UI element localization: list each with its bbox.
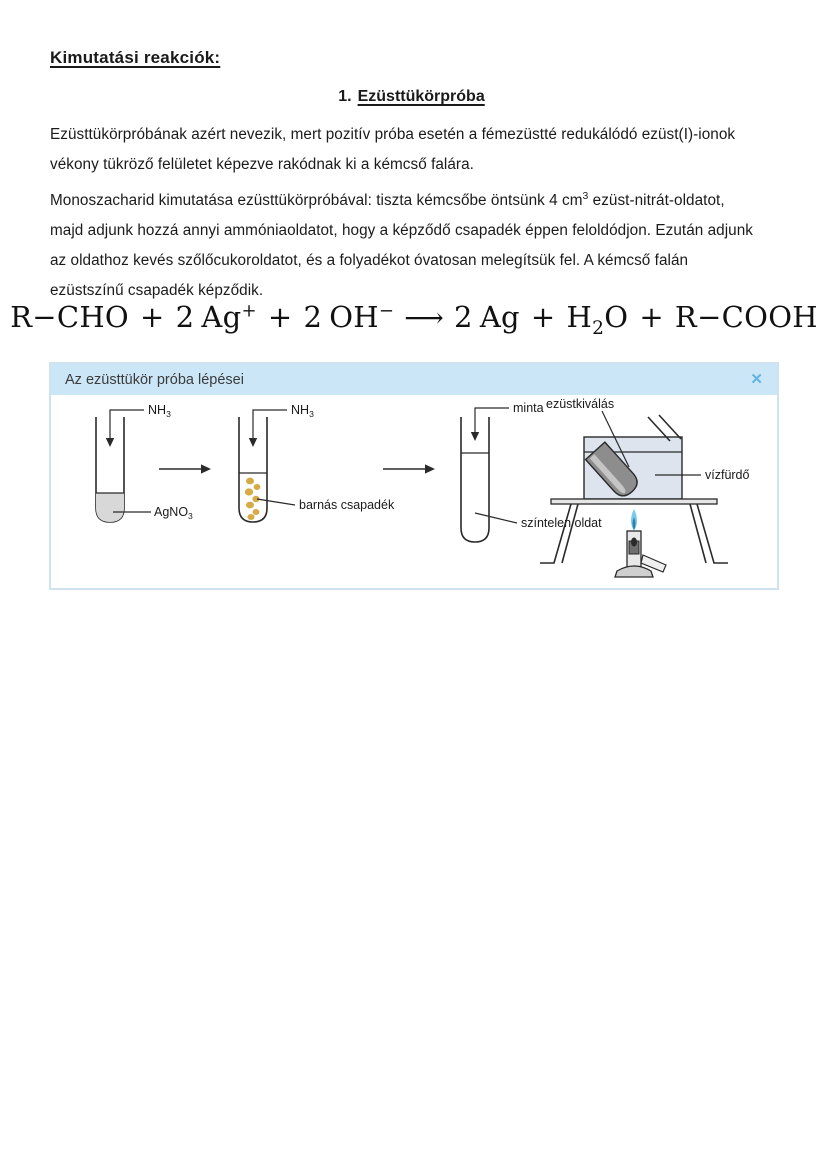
diagram-step-3 <box>461 401 602 542</box>
equation-product-silver: Ag <box>479 300 520 334</box>
equation-species-silver-ion: Ag <box>201 300 242 334</box>
figure-panel <box>49 362 779 590</box>
test-tube-1-liquid <box>96 493 124 522</box>
equation-hydrogen-subscript: 2 <box>592 317 605 339</box>
equation-bond-1: − <box>32 300 57 334</box>
equation-product-oxygen: O <box>604 300 629 334</box>
label-szintelen-oldat: színtelen oldat <box>521 516 602 530</box>
process-arrow-2 <box>383 464 435 473</box>
nh3-arrowhead-2 <box>249 438 257 447</box>
paragraph-procedure <box>50 186 758 306</box>
section-heading <box>0 88 828 106</box>
close-icon[interactable]: ✕ <box>750 371 763 388</box>
diagram-step-1 <box>96 403 193 522</box>
figure-panel-body <box>51 395 777 588</box>
label-vizfurdo: vízfürdő <box>705 468 750 482</box>
nh3-arrowhead-1 <box>106 438 114 447</box>
equation-species-hydroxide: OH <box>329 300 379 334</box>
equation-product-r: R <box>674 300 698 334</box>
equation-coefficient-2a: 2 <box>175 300 195 334</box>
nh3-pointer-2 <box>253 410 287 439</box>
equation-reactant-r: R <box>10 300 33 334</box>
equation-plus-3: + <box>530 300 556 334</box>
equation-charge-plus: + <box>241 300 257 322</box>
equation-plus-4: + <box>639 300 664 334</box>
label-barnas-csapadek: barnás csapadék <box>299 498 395 512</box>
bunsen-burner <box>615 509 666 577</box>
silver-mirror-test-diagram <box>51 395 777 588</box>
equation-charge-minus: − <box>378 300 395 322</box>
equation-plus-1: + <box>140 300 165 334</box>
procedure-text-part-2: ezüst-nitrát-oldatot, majd adjunk hozzá annyi ammóniaoldatot, hogy a képződő csapadék éppen feloldódjon. Ezután adjunk az oldathoz kevés szőlőcukoroldatot, és a folyadékot óvatosan melegítsük fel. A kémcső falán ezüstszínű csapadék képződik. <box>50 192 753 299</box>
equation-product-hydrogen: H <box>566 300 593 334</box>
cubic-centimeter-exponent: 3 <box>582 190 589 202</box>
equation-bond-2: − <box>697 300 722 334</box>
paragraph-definition: Ezüsttükörpróbának azért nevezik, mert pozitív próba esetén a fémezüstté redukálódó ezüst(I)-ionok vékony tükröző felületet képezve rakódnak ki a kémcső falára. <box>50 126 736 173</box>
label-agno3: AgNO$_3$ <box>154 505 193 521</box>
page-title: Kimutatási reakciók: <box>50 48 221 67</box>
tripod-plate <box>551 499 717 504</box>
label-nh3-1: $NH_3$ <box>148 403 171 419</box>
equation-coefficient-2c: 2 <box>454 300 473 334</box>
nh3-pointer-1 <box>110 410 144 439</box>
minta-arrowhead <box>471 432 479 441</box>
label-nh3-2: $NH_3$ <box>291 403 314 419</box>
precipitate-leader <box>257 499 295 505</box>
equation-coefficient-2b: 2 <box>303 300 323 334</box>
label-minta: minta <box>513 401 544 415</box>
section-number: 1. <box>338 88 352 105</box>
label-ezustkivalas: ezüstkiválás <box>546 397 615 411</box>
chemical-equation <box>0 300 828 339</box>
section-title: Ezüsttükörpróba <box>357 88 485 105</box>
equation-plus-2: + <box>267 300 293 334</box>
process-arrow-1 <box>159 464 211 473</box>
colorless-leader <box>475 513 517 523</box>
procedure-text-part-1: Monoszacharid kimutatása ezüsttükörpróbával: tiszta kémcsőbe öntsünk 4 cm <box>50 192 583 209</box>
equation-reactant-cho: CHO <box>56 300 129 334</box>
equation-reaction-arrow-icon: ⟶ <box>404 302 445 334</box>
diagram-step-2 <box>239 403 395 522</box>
equation-product-cooh: COOH <box>721 300 818 334</box>
diagram-step-4 <box>540 397 750 577</box>
minta-pointer <box>475 408 509 433</box>
figure-panel-header <box>51 364 777 395</box>
figure-panel-title: Az ezüsttükör próba lépései <box>65 371 244 388</box>
